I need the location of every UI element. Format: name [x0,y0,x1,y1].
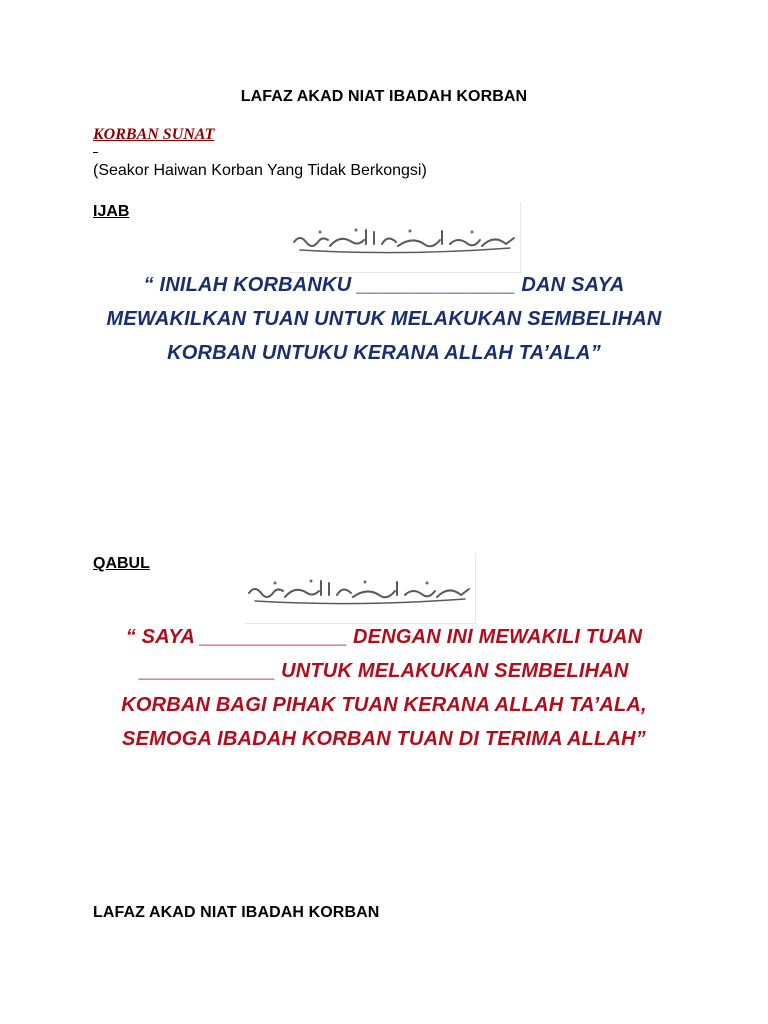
divider-mark [93,152,98,153]
calligraphy-icon [290,220,520,260]
section-heading: KORBAN SUNAT [93,126,215,143]
qabul-statement [0,620,768,756]
ijab-statement [0,268,768,370]
qabul-line-4: SEMOGA IBADAH KORBAN TUAN DI TERIMA ALLAH” [122,728,646,750]
ijab-line-1: “ INILAH KORBANKU ______________ DAN SAYA [143,274,625,296]
qabul-line-1: “ SAYA _____________ DENGAN INI MEWAKILI TUAN [125,626,643,648]
note-text: (Seakor Haiwan Korban Yang Tidak Berkongsi) [93,162,427,179]
qabul-label: QABUL [93,555,150,572]
document-title: LAFAZ AKAD NIAT IBADAH KORBAN [240,88,528,105]
ijab-line-2: MEWAKILKAN TUAN UNTUK MELAKUKAN SEMBELIHAN [106,308,662,330]
ijab-line-3: KORBAN UNTUKU KERANA ALLAH TA’ALA” [167,342,601,364]
ijab-label: IJAB [93,203,130,220]
bismillah-calligraphy-image [290,202,521,273]
calligraphy-icon [245,571,475,611]
footer-title: LAFAZ AKAD NIAT IBADAH KORBAN [93,904,380,921]
bismillah-calligraphy-image [245,553,476,624]
qabul-line-3: KORBAN BAGI PIHAK TUAN KERANA ALLAH TA’ALA, [121,694,647,716]
qabul-line-2: ____________ UNTUK MELAKUKAN SEMBELIHAN [139,660,629,682]
